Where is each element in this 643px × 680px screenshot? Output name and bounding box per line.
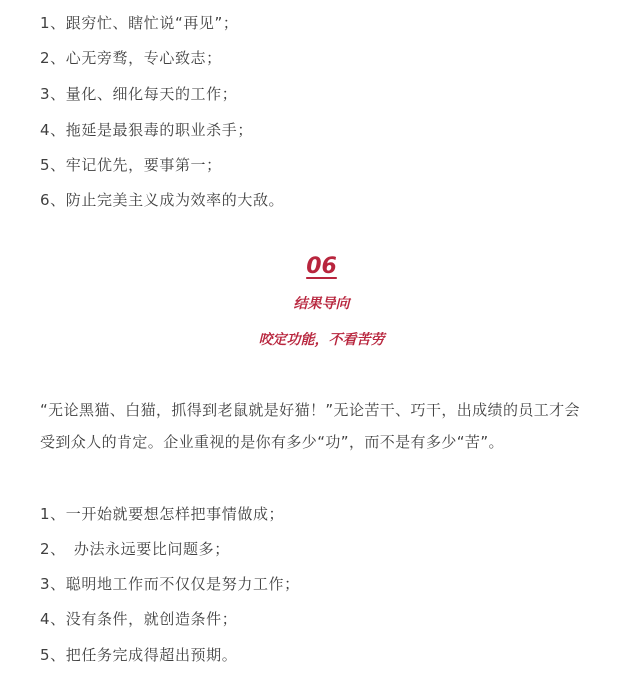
list-item: 1、跟穷忙、瞎忙说“再见”； xyxy=(40,14,239,32)
list-item: 2、 办法永远要比问题多； xyxy=(40,540,230,558)
paragraph xyxy=(40,394,608,458)
list-item: 4、没有条件，就创造条件； xyxy=(40,610,238,628)
list-item: 6、防止完美主义成为效率的大敌。 xyxy=(40,191,285,209)
list-item: 3、聪明地工作而不仅仅是努力工作； xyxy=(40,575,300,593)
list-item: 1、一开始就要想怎样把事情做成； xyxy=(40,505,285,523)
section-number xyxy=(0,252,643,282)
list-item: 5、把任务完成得超出预期。 xyxy=(40,646,238,664)
section-title: 结果导向 xyxy=(293,296,350,312)
list-item: 4、拖延是最狠毒的职业杀手； xyxy=(40,121,253,139)
section-number-text: 06 xyxy=(306,254,337,279)
list-item: 5、牢记优先，要事第一； xyxy=(40,156,222,174)
list-item: 3、量化、细化每天的工作； xyxy=(40,85,238,103)
list-item: 2、心无旁骛，专心致志； xyxy=(40,49,222,67)
paragraph-line: 受到众人的肯定。企业重视的是你有多少“功”，而不是有多少“苦”。 xyxy=(40,433,504,451)
section-subtitle: 咬定功能，不看苦劳 xyxy=(258,332,385,348)
paragraph-line: “无论黑猫、白猫，抓得到老鼠就是好猫！”无论苦干、巧干，出成绩的员工才会 xyxy=(40,401,580,419)
